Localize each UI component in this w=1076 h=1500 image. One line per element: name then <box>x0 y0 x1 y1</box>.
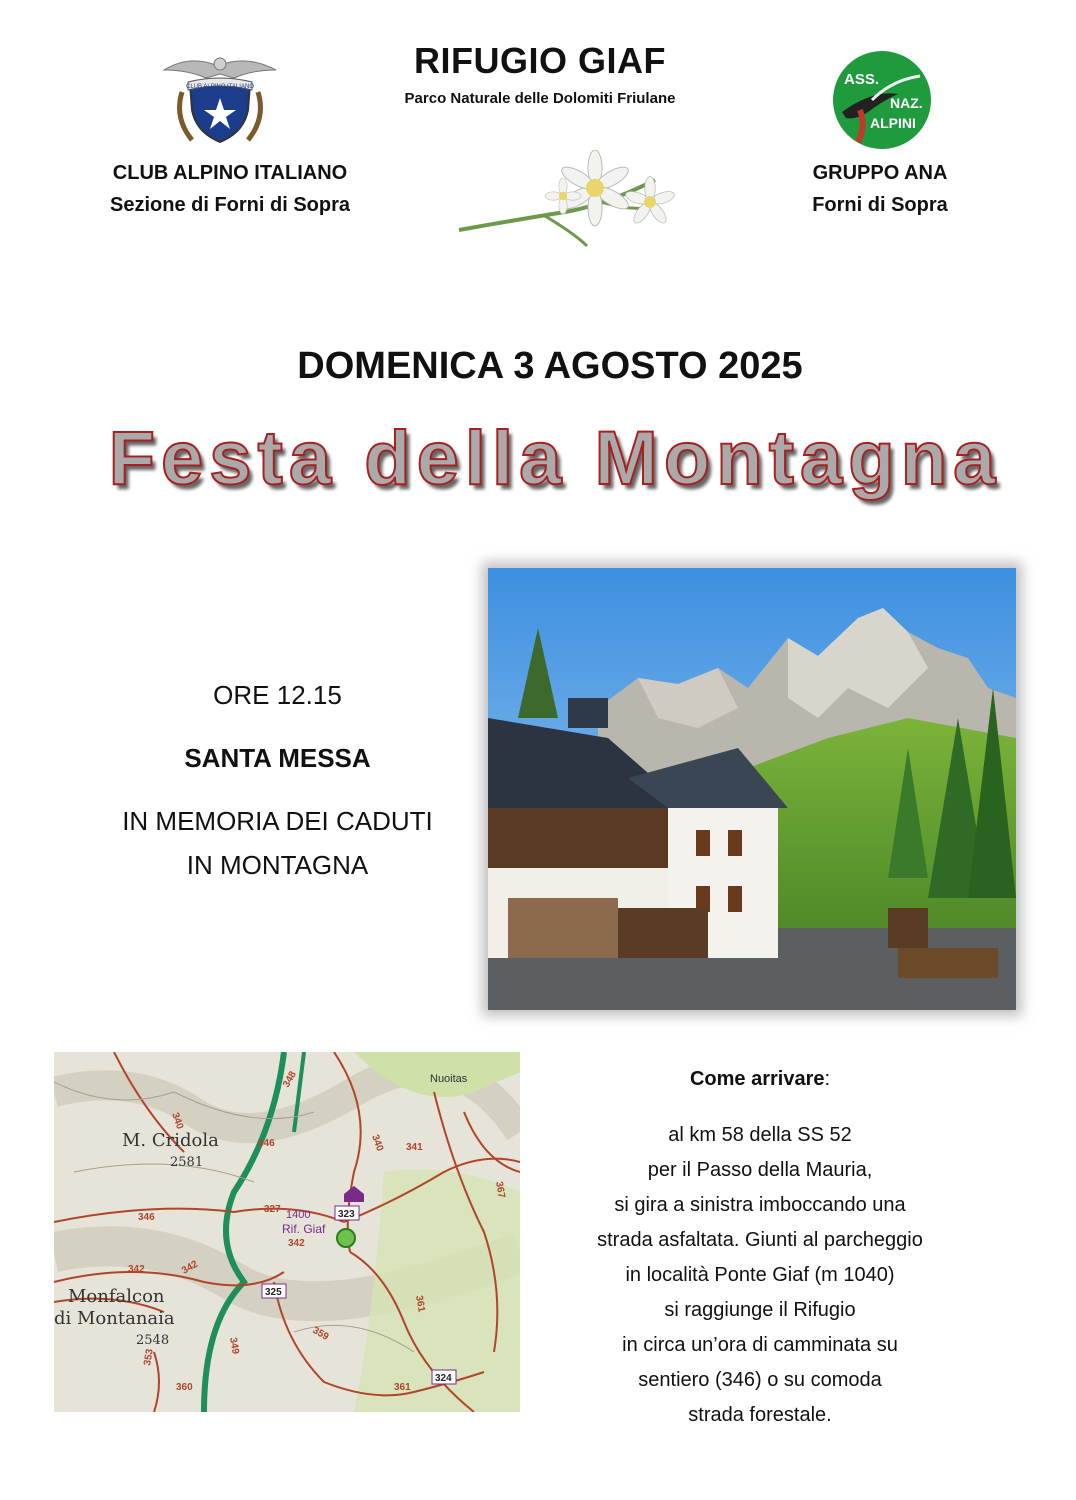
trail-label: 340 <box>169 1111 186 1131</box>
ana-logo-text-b: NAZ. <box>890 95 923 111</box>
ana-alpini-logo <box>832 50 932 150</box>
event-title: Festa della Montagna <box>108 416 1002 501</box>
trail-label: 353 <box>142 1348 156 1367</box>
map-town: Nuoitas <box>430 1073 468 1085</box>
directions-line: in circa un’ora di camminata su <box>622 1334 898 1356</box>
trail-map <box>54 1052 520 1412</box>
event-memory-line1: IN MEMORIA DEI CADUTI <box>122 806 433 836</box>
trail-label: 359 <box>310 1325 331 1343</box>
trail-badge: 324 <box>435 1373 452 1384</box>
directions-heading-row <box>560 1068 960 1091</box>
trail-label: 361 <box>413 1294 427 1313</box>
trail-badge: 323 <box>338 1209 355 1220</box>
ana-logo-text-c: ALPINI <box>870 115 916 131</box>
page-title: RIFUGIO GIAF <box>414 40 666 81</box>
trail-badge: 325 <box>265 1287 282 1298</box>
refuge-photo <box>488 568 1016 1010</box>
event-mass: SANTA MESSA <box>184 743 371 773</box>
refuge-location-icon <box>337 1229 355 1247</box>
trail-label: 340 <box>369 1133 386 1153</box>
map-peak2-alt: 2548 <box>136 1333 170 1348</box>
trail-label: 348 <box>281 1069 299 1090</box>
ana-org-name: GRUPPO ANA <box>812 162 948 184</box>
directions-line: in località Ponte Giaf (m 1040) <box>625 1264 895 1286</box>
directions-line: al km 58 della SS 52 <box>668 1124 852 1146</box>
directions-line: strada asfaltata. Giunti al parcheggio <box>597 1229 923 1251</box>
map-peak2-name-a: Monfalcon <box>68 1286 165 1307</box>
trail-label: 349 <box>227 1336 241 1355</box>
trail-label: 342 <box>128 1264 145 1275</box>
directions-line: per il Passo della Mauria, <box>647 1159 873 1181</box>
directions-line: si gira a sinistra imboccando una <box>614 1194 906 1216</box>
event-memory-line2: IN MONTAGNA <box>186 850 369 880</box>
cai-eagle-logo <box>160 48 280 148</box>
cai-org-section: Sezione di Forni di Sopra <box>109 194 351 216</box>
trail-label: 327 <box>264 1204 281 1215</box>
trail-label: 360 <box>176 1382 193 1393</box>
trail-label: 342 <box>288 1238 305 1249</box>
directions-heading-colon: : <box>824 1068 831 1090</box>
event-date: DOMENICA 3 AGOSTO 2025 <box>297 345 803 387</box>
trail-label: 367 <box>493 1180 507 1199</box>
trail-label: 346 <box>258 1138 275 1149</box>
page-subtitle: Parco Naturale delle Dolomiti Friulane <box>404 90 676 107</box>
trail-label: 341 <box>406 1142 423 1153</box>
directions-line: si raggiunge il Rifugio <box>664 1299 856 1321</box>
trail-label: 361 <box>394 1382 411 1393</box>
map-peak1-alt: 2581 <box>170 1155 204 1170</box>
trail-label: 346 <box>138 1212 155 1223</box>
map-peak1-name: M. Cridola <box>122 1130 219 1151</box>
trail-label: 342 <box>180 1258 200 1277</box>
directions-line: sentiero (346) o su comoda <box>638 1369 882 1391</box>
map-refuge-alt: 1400 <box>286 1209 311 1221</box>
map-peak2-name-b: di Montanaia <box>54 1308 175 1329</box>
directions-heading: Come arrivare <box>689 1068 825 1090</box>
directions-line: strada forestale. <box>688 1404 832 1426</box>
cai-logo-text: CLUB ALPINO ITALIANO <box>186 84 254 90</box>
ana-org-location: Forni di Sopra <box>812 194 948 216</box>
edelweiss-flower-image <box>455 150 685 250</box>
cai-org-name: CLUB ALPINO ITALIANO <box>112 162 348 184</box>
ana-logo-text-a: ASS. <box>844 71 880 88</box>
map-refuge-name: Rif. Giaf <box>282 1222 326 1236</box>
event-time: ORE 12.15 <box>213 680 342 710</box>
